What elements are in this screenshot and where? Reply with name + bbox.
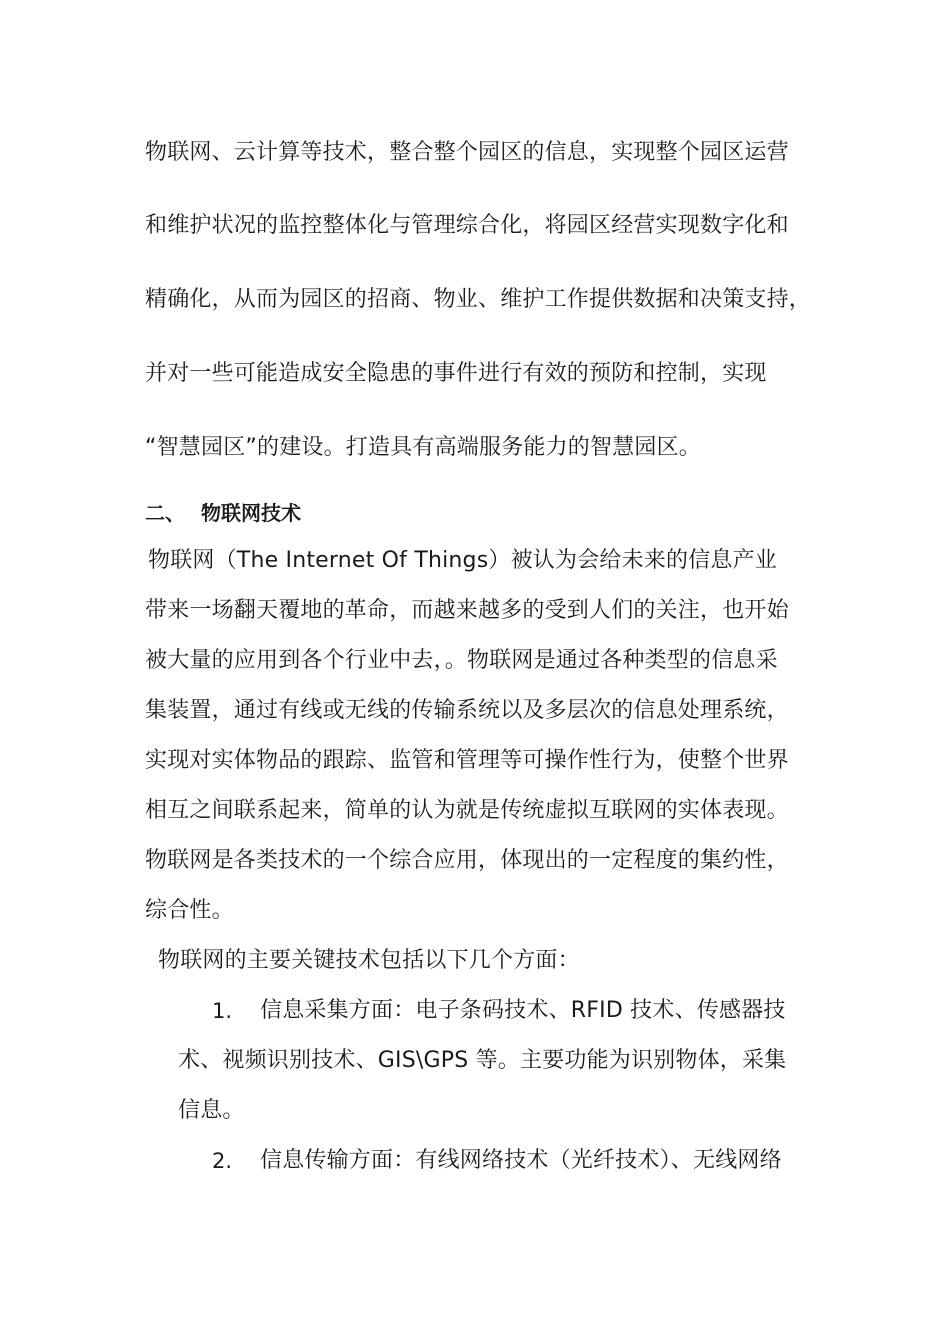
paragraph-line: 精确化，从而为园区的招商、物业、维护工作提供数据和决策支持， <box>145 287 812 312</box>
section-heading <box>145 498 301 528</box>
list-intro: 物联网的主要关键技术包括以下几个方面： <box>158 948 580 973</box>
list-number: 1. <box>212 999 233 1023</box>
paragraph-line: 物联网、云计算等技术，整合整个园区的信息，实现整个园区运营 <box>145 140 789 165</box>
paragraph-line: 相互之间联系起来，简单的认为就是传统虚拟互联网的实体表现。 <box>145 798 789 823</box>
paragraph-line: 集装置，通过有线或无线的传输系统以及多层次的信息处理系统， <box>145 698 789 723</box>
section-title: 物联网技术 <box>201 501 301 525</box>
paragraph-line: “智慧园区”的建设。打造具有高端服务能力的智慧园区。 <box>145 435 701 460</box>
list-item-line: 信息采集方面：电子条码技术、RFID 技术、传感器技 <box>260 998 786 1023</box>
section-number: 二、 <box>145 501 185 525</box>
paragraph-line: 物联网（The Internet Of Things）被认为会给未来的信息产业 <box>148 548 777 573</box>
list-number: 2. <box>212 1149 233 1173</box>
paragraph-line: 实现对实体物品的跟踪、监管和管理等可操作性行为，使整个世界 <box>145 748 789 773</box>
list-item-line: 信息。 <box>178 1098 245 1123</box>
paragraph-line: 和维护状况的监控整体化与管理综合化，将园区经营实现数字化和 <box>145 213 789 238</box>
paragraph-line: 并对一些可能造成安全隐患的事件进行有效的预防和控制，实现 <box>145 361 767 386</box>
paragraph-line: 被大量的应用到各个行业中去，。物联网是通过各种类型的信息采 <box>145 648 778 673</box>
paragraph-line: 综合性。 <box>145 898 234 923</box>
list-item-line: 术、视频识别技术、GIS\GPS 等。主要功能为识别物体，采集 <box>178 1048 787 1073</box>
paragraph-line: 带来一场翻天覆地的革命，而越来越多的受到人们的关注，也开始 <box>145 598 789 623</box>
paragraph-line: 物联网是各类技术的一个综合应用，体现出的一定程度的集约性， <box>145 848 789 873</box>
list-item-line: 信息传输方面：有线网络技术（光纤技术）、无线网络 <box>260 1148 782 1173</box>
